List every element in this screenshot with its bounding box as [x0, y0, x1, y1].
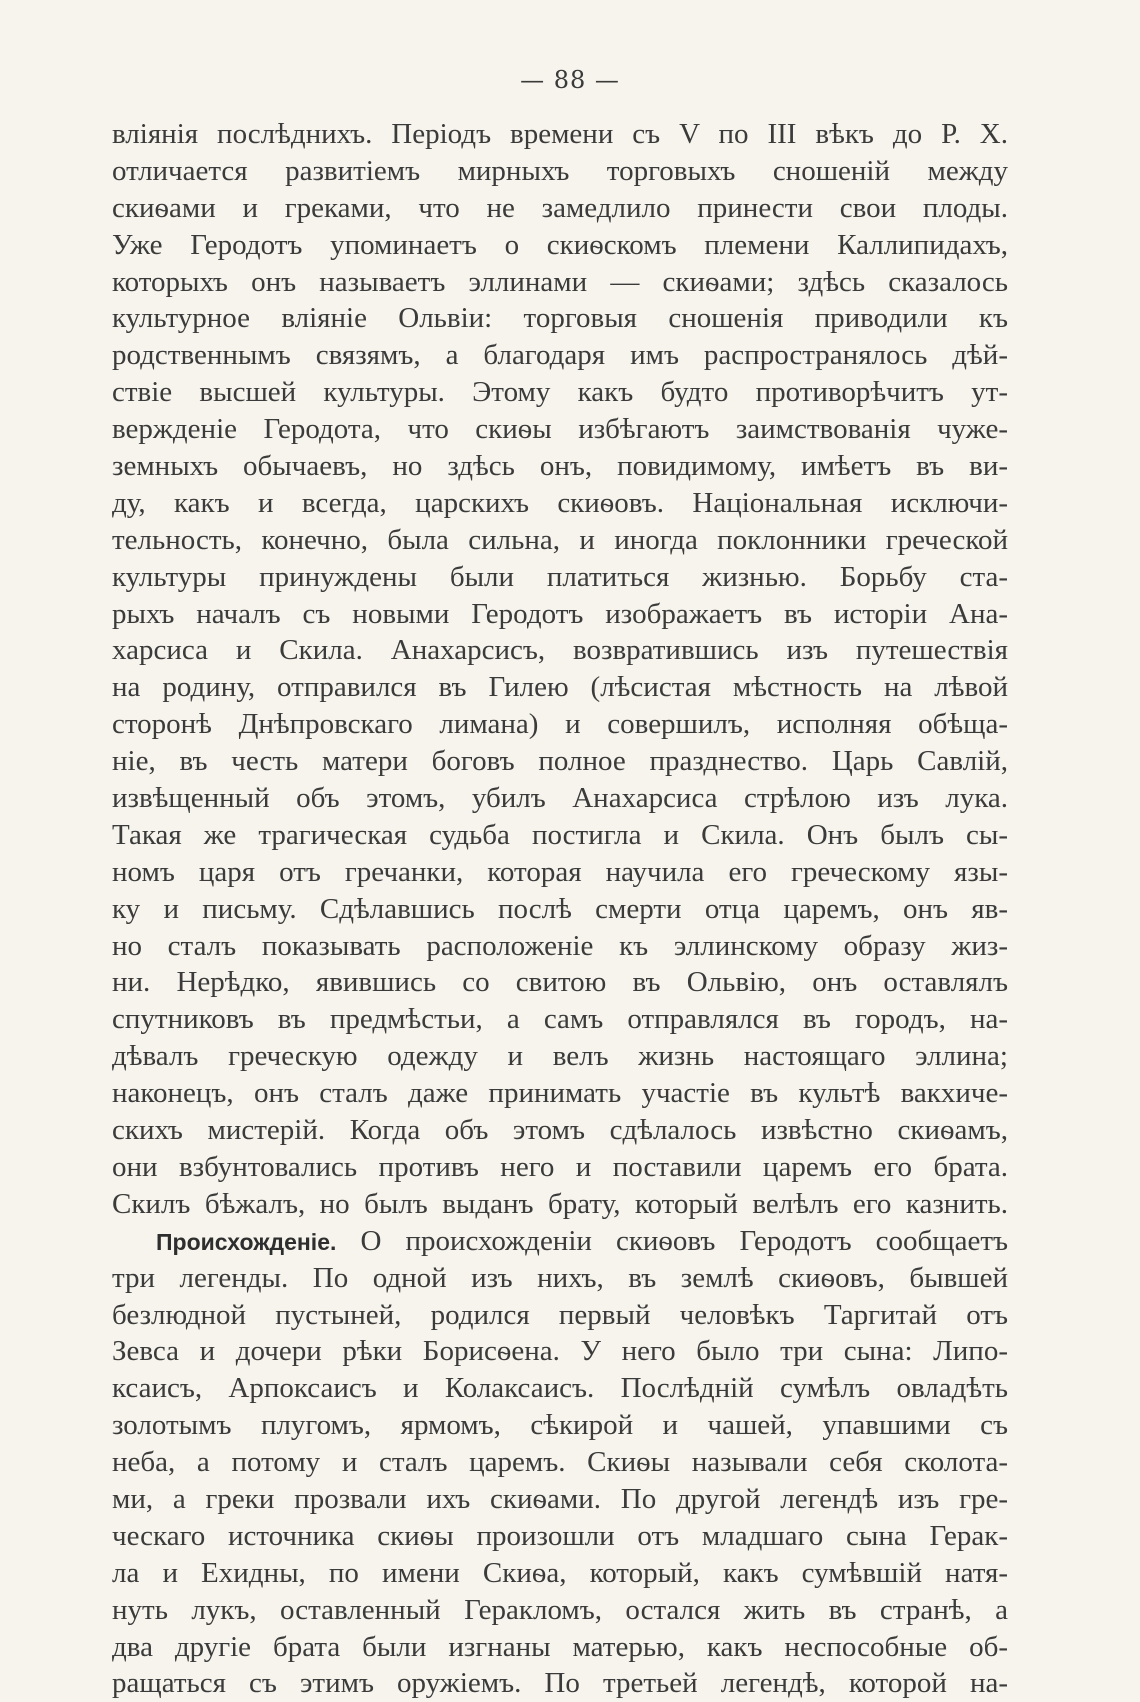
text-line: ку и письму. Сдѣлавшись послѣ смерти отца царемъ, онъ яв- — [112, 892, 1008, 925]
text-line: скиѳами и греками, что не замедлило принести свои плоды. — [112, 191, 1008, 224]
text-line: но сталъ показывать расположеніе къ эллинскому образу жиз- — [112, 929, 1008, 962]
text-line: дѣвалъ греческую одежду и велъ жизнь настоящаго эллина; — [112, 1040, 1008, 1073]
paragraph-scythians-greek-relations — [112, 116, 1008, 1223]
text-line: ми, а греки прозвали ихъ скиѳами. По другой легендѣ изъ гре- — [112, 1482, 1008, 1515]
text-line: ла и Ехидны, по имени Скиѳа, который, какъ сумѣвшій натя- — [112, 1556, 1008, 1589]
text-line: ращаться съ этимъ оружіемъ. По третьей легендѣ, которой на- — [112, 1667, 1008, 1700]
text-line: рыхъ началъ съ новыми Геродотъ изображаетъ въ исторіи Ана- — [112, 597, 1008, 630]
text-line: ствіе высшей культуры. Этому какъ будто противорѣчитъ ут- — [112, 376, 1008, 409]
text-line: неба, а потому и сталъ царемъ. Скиѳы называли себя сколота- — [112, 1446, 1008, 1479]
text-line: номъ царя отъ гречанки, которая научила его греческому язы- — [112, 855, 1008, 888]
text-line: Такая же трагическая судьба постигла и Скила. Онъ былъ сы- — [112, 818, 1008, 851]
text-line: харсиса и Скила. Анахарсисъ, возвратившись изъ путешествія — [112, 634, 1008, 667]
text-line: родственнымъ связямъ, а благодаря имъ распространялось дѣй- — [112, 339, 1008, 372]
text-line: на родину, отправился въ Гилею (лѣсистая мѣстность на лѣвой — [112, 671, 1008, 704]
text-line: Зевса и дочери рѣки Борисѳена. У него было три сына: Липо- — [112, 1335, 1008, 1368]
page-number: — 88 — — [520, 66, 620, 94]
text-line: ни. Нерѣдко, явившись со свитою въ Ольвію, онъ оставлялъ — [112, 966, 1008, 999]
text-line: которыхъ онъ называетъ эллинами — скиѳами; здѣсь сказалось — [112, 265, 1008, 298]
text-line: культурное вліяніе Ольвіи: торговыя сношенія приводили къ — [112, 302, 1008, 335]
text-line: спутниковъ въ предмѣстьи, а самъ отправлялся въ городъ, на- — [112, 1003, 1008, 1036]
text-line: извѣщенный объ этомъ, убилъ Анахарсиса стрѣлою изъ лука. — [112, 782, 1008, 815]
main-text — [112, 116, 1008, 1702]
section-origin — [112, 1223, 1008, 1702]
section-heading: Происхожденіе. — [156, 1228, 337, 1255]
text-line: три легенды. По одной изъ нихъ, въ землѣ скиѳовъ, бывшей — [112, 1261, 1008, 1294]
section-first-line-text: О происхожденіи скиѳовъ Геродотъ сообщаетъ — [360, 1224, 1008, 1257]
text-line: они взбунтовались противъ него и поставили царемъ его брата. — [112, 1150, 1008, 1183]
text-line: тельность, конечно, была сильна, и иногда поклонники греческой — [112, 523, 1008, 556]
text-line: ческаго источника скиѳы произошли отъ младшаго сына Герак- — [112, 1519, 1008, 1552]
section-first-line — [112, 1223, 1008, 1260]
text-line: вліянія послѣднихъ. Періодъ времени съ V по III вѣкъ до Р. Х. — [112, 118, 1008, 150]
text-line: нуть лукъ, оставленный Геракломъ, остался жить въ странѣ, а — [112, 1593, 1008, 1626]
text-line: Скилъ бѣжалъ, но былъ выданъ брату, который велѣлъ его казнить. — [112, 1187, 1008, 1220]
text-line: золотымъ плугомъ, ярмомъ, сѣкирой и чашей, упавшими съ — [112, 1409, 1008, 1442]
text-line: вержденіе Геродота, что скиѳы избѣгаютъ заимствованія чуже- — [112, 413, 1008, 446]
text-line: скихъ мистерій. Когда объ этомъ сдѣлалось извѣстно скиѳамъ, — [112, 1114, 1008, 1147]
text-line: два другіе брата были изгнаны матерью, какъ неспособные об- — [112, 1630, 1008, 1663]
text-line: безлюдной пустыней, родился первый человѣкъ Таргитай отъ — [112, 1298, 1008, 1331]
text-line: сторонѣ Днѣпровскаго лимана) и совершилъ, исполняя обѣща- — [112, 708, 1008, 741]
text-line: Уже Геродотъ упоминаетъ о скиѳскомъ племени Каллипидахъ, — [112, 228, 1008, 261]
text-line: ксаисъ, Арпоксаисъ и Колаксаисъ. Послѣдній сумѣлъ овладѣть — [112, 1372, 1008, 1405]
text-line: отличается развитіемъ мирныхъ торговыхъ сношеній между — [112, 154, 1008, 187]
text-line: ду, какъ и всегда, царскихъ скиѳовъ. Національная исключи- — [112, 486, 1008, 519]
text-line: культуры принуждены были платиться жизнью. Борьбу ста- — [112, 560, 1008, 593]
text-line: наконецъ, онъ сталъ даже принимать участіе въ культѣ вакхиче- — [112, 1077, 1008, 1110]
text-line: ніе, въ честь матери боговъ полное празднество. Царь Савлій, — [112, 745, 1008, 778]
text-line: земныхъ обычаевъ, но здѣсь онъ, повидимому, имѣетъ въ ви- — [112, 450, 1008, 483]
